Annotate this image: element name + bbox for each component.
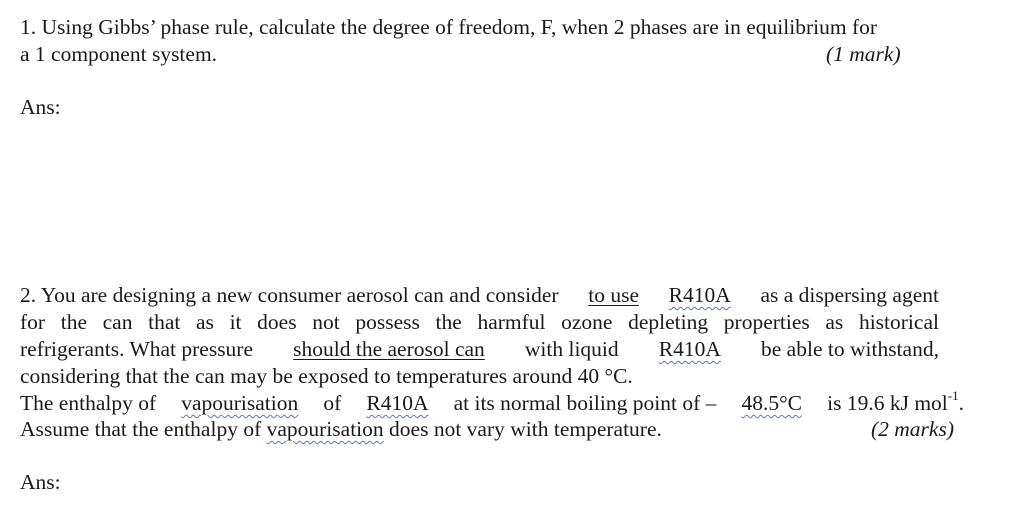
q2-l6-post: does not vary with temperature.	[389, 417, 662, 441]
q2-l1-refrigerant: R410A	[668, 283, 731, 307]
q1-line-1: 1. Using Gibbs’ phase rule, calculate the degree of freedom, F, when 2 phases are in equilibrium for	[20, 15, 878, 39]
q2-l5-end: .	[958, 391, 964, 415]
q2-l3-refrigerant: R410A	[658, 337, 721, 361]
q2-line-6	[20, 416, 662, 442]
q2-l6-pre: Assume that the enthalpy of	[20, 417, 262, 441]
q2-l2-word: as	[196, 310, 214, 334]
q2-line-2	[20, 309, 939, 335]
q1-marks: (1 mark)	[826, 42, 901, 66]
q2-marks: (2 marks)	[871, 417, 954, 441]
q2-l3-pre: refrigerants. What pressure	[20, 337, 254, 361]
q2-line-3	[20, 336, 939, 362]
q2-l5-post: is 19.6 kJ mol	[827, 391, 948, 415]
q2-l5-mid: at its normal boiling point of –	[453, 391, 717, 415]
q2-l1-underlined: to use	[588, 283, 639, 307]
q2-l1-post: as a dispersing agent	[760, 283, 939, 307]
q2-l3-mid: with liquid	[524, 337, 619, 361]
q2-l2-word: ozone	[561, 310, 613, 334]
q2-l2-word: the	[60, 310, 87, 334]
q2-l5-pre: The enthalpy of	[20, 391, 157, 415]
q2-l6-vapourisation: vapourisation	[266, 417, 384, 441]
q2-l2-word: for	[20, 310, 46, 334]
q2-l3-underlined: should the aerosol can	[293, 337, 485, 361]
q1-answer-label: Ans:	[20, 95, 61, 119]
q2-l2-word: harmful	[477, 310, 546, 334]
q2-l2-word: depleting	[628, 310, 709, 334]
q2-l2-word: does	[257, 310, 297, 334]
q2-l5-enthalpy-value	[827, 387, 964, 416]
q2-l2-word: possess	[355, 310, 420, 334]
q2-line-5	[20, 387, 964, 416]
q2-l5-temperature: 48.5°C	[741, 391, 803, 415]
q2-l5-of: of	[323, 391, 342, 415]
q2-l2-word: not	[312, 310, 340, 334]
q2-l2-word: historical	[858, 310, 939, 334]
q2-answer-label: Ans:	[20, 470, 61, 494]
q2-l2-word: it	[229, 310, 242, 334]
q2-l5-refrigerant: R410A	[366, 391, 429, 415]
q2-l5-superscript: -1	[947, 387, 959, 403]
q1-line-2: a 1 component system.	[20, 42, 218, 66]
q2-line-4: considering that the can may be exposed to temperatures around 40 °C.	[20, 364, 633, 388]
q2-line-1	[20, 282, 939, 308]
q2-l2-word: properties	[723, 310, 810, 334]
q2-l2-word: as	[825, 310, 844, 334]
q2-l5-vapourisation: vapourisation	[181, 391, 299, 415]
q2-l2-word: that	[148, 310, 181, 334]
q2-l2-word: the	[435, 310, 462, 334]
q2-l3-post: be able to withstand,	[761, 337, 939, 361]
q2-l2-word: can	[102, 310, 133, 334]
q2-l1-pre: 2. You are designing a new consumer aerosol can and consider	[20, 283, 559, 307]
